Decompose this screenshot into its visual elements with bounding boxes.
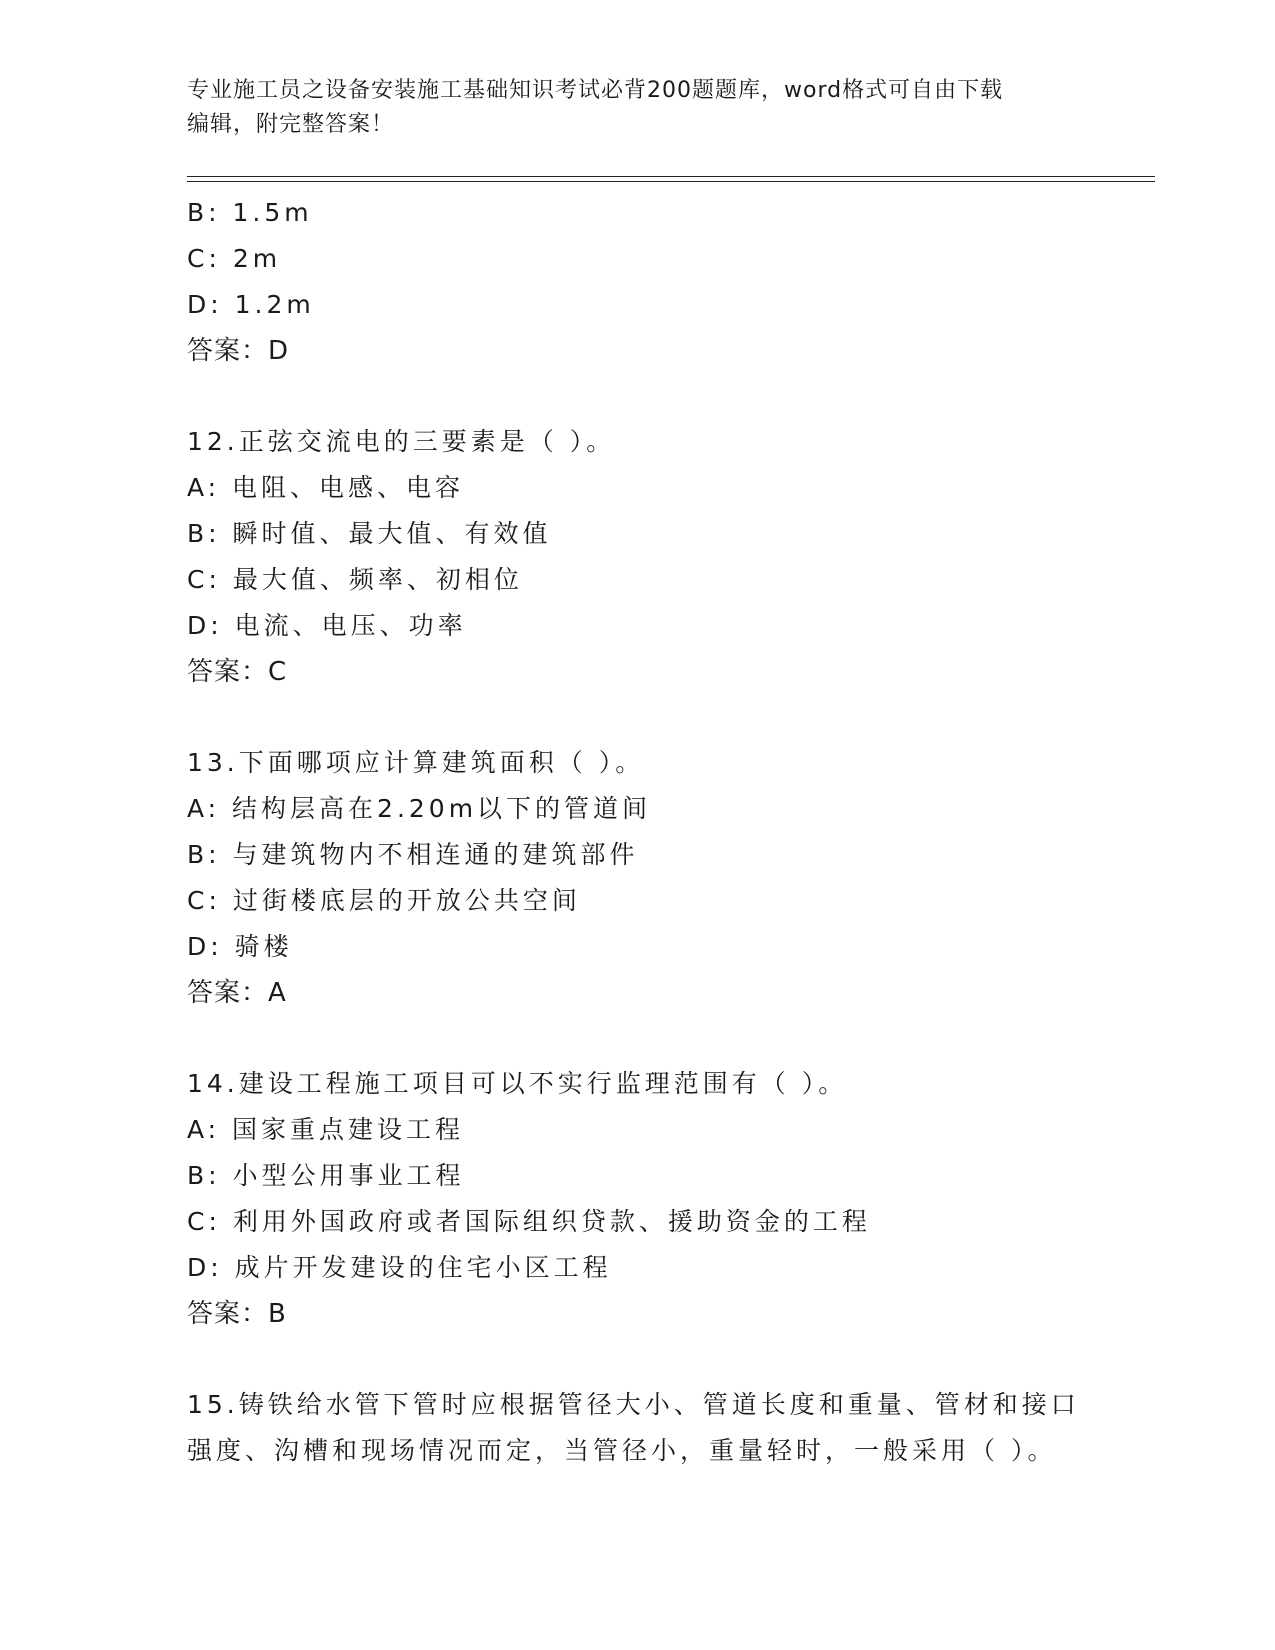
option-a: A: 结构层高在2.20m以下的管道间 (187, 794, 652, 823)
answer-line: 答案：B (187, 1299, 287, 1329)
option-c: C: 最大值、频率、初相位 (187, 565, 523, 594)
option-a: A: 电阻、电感、电容 (187, 473, 465, 502)
question-stem: 13.下面哪项应计算建筑面积（ ）。 (187, 748, 645, 777)
spacer (187, 1337, 1155, 1382)
header-line-2: 编辑，附完整答案！ (187, 112, 395, 137)
option-d: D: 电流、电压、功率 (187, 611, 467, 640)
spacer (187, 374, 1155, 419)
header-divider-bottom (187, 181, 1155, 182)
document-header (187, 74, 1087, 142)
option-c: C: 利用外国政府或者国际组织贷款、援助资金的工程 (187, 1207, 871, 1236)
option-b: B: 瞬时值、最大值、有效值 (187, 519, 552, 548)
answer-line: 答案：A (187, 978, 287, 1008)
option-d: D: 1.2m (187, 290, 315, 319)
answer-line: 答案：C (187, 657, 288, 687)
question-stem: 14.建设工程施工项目可以不实行监理范围有（ ）。 (187, 1069, 848, 1098)
option-d: D: 成片开发建设的住宅小区工程 (187, 1253, 612, 1282)
option-d: D: 骑楼 (187, 932, 293, 961)
header-divider-top (187, 176, 1155, 177)
question-12 (187, 419, 1155, 695)
spacer (187, 1016, 1155, 1061)
answer-line: 答案：D (187, 336, 290, 366)
question-list (187, 190, 1155, 1474)
option-b: B: 1.5m (187, 198, 313, 227)
option-a: A: 国家重点建设工程 (187, 1115, 465, 1144)
question-13 (187, 740, 1155, 1016)
option-b: B: 小型公用事业工程 (187, 1161, 465, 1190)
question-14 (187, 1061, 1155, 1337)
question-11-tail (187, 190, 1155, 374)
question-stem-line-1: 15.铸铁给水管下管时应根据管径大小、管道长度和重量、管材和接口 (187, 1390, 1080, 1419)
question-15 (187, 1382, 1155, 1474)
spacer (187, 695, 1155, 740)
question-stem: 12.正弦交流电的三要素是（ ）。 (187, 427, 616, 456)
question-stem-line-2: 强度、沟槽和现场情况而定，当管径小，重量轻时，一般采用（ ）。 (187, 1436, 1057, 1465)
option-b: B: 与建筑物内不相连通的建筑部件 (187, 840, 639, 869)
header-line-1: 专业施工员之设备安装施工基础知识考试必背200题题库，word格式可自由下载 (187, 78, 1004, 103)
option-c: C: 过街楼底层的开放公共空间 (187, 886, 581, 915)
option-c: C: 2m (187, 244, 282, 273)
